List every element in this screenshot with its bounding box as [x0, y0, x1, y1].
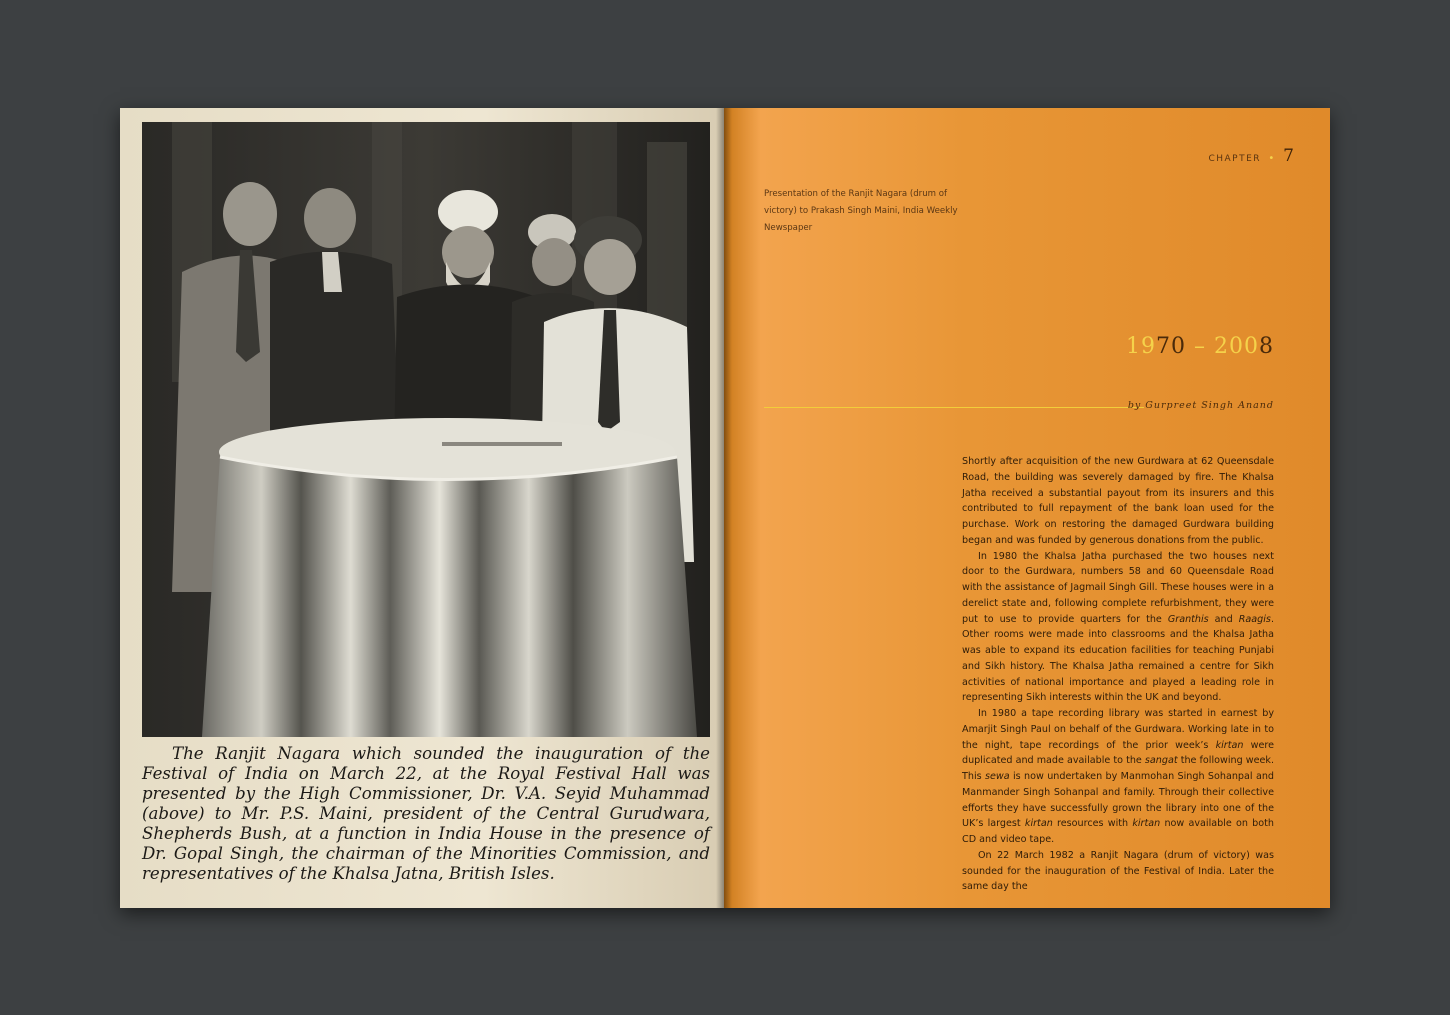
- chapter-heading: [1208, 146, 1294, 166]
- article-body: [962, 454, 1274, 895]
- year-end-b: 8: [1259, 334, 1274, 359]
- newspaper-photo-icon: [142, 122, 710, 737]
- chapter-label: CHAPTER: [1208, 154, 1262, 164]
- year-dash: –: [1186, 334, 1214, 359]
- p3-italic-4: kirtan: [1024, 818, 1053, 830]
- year-end-a: 200: [1214, 334, 1259, 359]
- p3-text-a: In 1980 a tape recording library was started in earnest by Amarjit Singh Paul on behalf of the Gurdwara. Working late in to the night, tape recordings of the prior week’s: [962, 708, 1274, 751]
- p2-text-c: . Other rooms were made into classrooms and the Khalsa Jatha was able to expand its education facilities for teaching Punjabi and Sikh history. The Khalsa Jatha remained a centre for Sikh activities of national importance and played a leading role in representing Sikh interests within the UK and beyond.: [962, 613, 1274, 704]
- left-page: [120, 108, 724, 908]
- byline: by Gurpreet Singh Anand: [1127, 400, 1274, 411]
- p3-text-f: now available on both CD and video tape.: [962, 818, 1274, 845]
- paragraph-2: [962, 549, 1274, 707]
- p3-italic-3: sewa: [984, 771, 1010, 782]
- paragraph-1: Shortly after acquisition of the new Gurdwara at 62 Queensdale Road, the building was severely damaged by fire. The Khalsa Jatha received a substantial payout from its insurers and this contributed to full repayment of the bank loan used for the purchase. Work on restoring the damaged Gurdwara building began and was funded by generous donations from the public.: [962, 456, 1274, 546]
- p3-italic-1: kirtan: [1215, 739, 1244, 751]
- p3-text-d: is now undertaken by Manmohan Singh Sohanpal and Manmander Singh Sohanpal and family. Through their collective efforts they have successfully grown the library into one of the UK’s largest: [962, 771, 1274, 830]
- paragraph-4: On 22 March 1982 a Ranjit Nagara (drum of victory) was sounded for the inauguration of the Festival of India. Later the same day the: [962, 849, 1274, 893]
- chapter-number: 7: [1283, 146, 1294, 166]
- p3-text-b: were duplicated and made available to the: [962, 739, 1274, 767]
- p3-italic-5: kirtan: [1132, 818, 1161, 830]
- p2-italic-1: Granthis: [1167, 613, 1209, 625]
- year-range-title: [1126, 334, 1274, 359]
- newspaper-photo: [142, 122, 710, 737]
- book-spread: [120, 108, 1330, 908]
- paragraph-3: [962, 706, 1274, 848]
- divider-rule: [764, 407, 1144, 408]
- p2-text-a: In 1980 the Khalsa Jatha purchased the two houses next door to the Gurdwara, numbers 58 and 60 Queensdale Road with the assistance of Jagmail Singh Gill. These houses were in a derelict state and, following complete refurbishment, they were put to use to provide quarters for the: [962, 550, 1274, 625]
- year-start-b: 70: [1156, 334, 1186, 359]
- p3-text-e: resources with: [1052, 818, 1133, 830]
- p2-text-b: and: [1208, 613, 1239, 625]
- right-page: [724, 108, 1330, 908]
- year-start-a: 19: [1126, 334, 1156, 359]
- book-gutter: [716, 108, 732, 908]
- p2-italic-2: Raagis: [1238, 613, 1271, 625]
- chapter-dot-icon: •: [1268, 153, 1276, 164]
- photo-caption-newspaper: The Ranjit Nagara which sounded the inauguration of the Festival of India on March 22, at the Royal Festival Hall was presented by the High Commissioner, Dr. V.A. Seyid Muhammad (above) to Mr. P.S. Maini, president of the Central Gurudwara, Shepherds Bush, at a function in India House in the presence of Dr. Gopal Singh, the chairman of the Minorities Commission, and representatives of the Khalsa Jatna, British Isles.: [142, 744, 710, 883]
- side-photo-caption: Presentation of the Ranjit Nagara (drum of victory) to Prakash Singh Maini, India Weekly Newspaper: [764, 189, 958, 233]
- p3-italic-2: sangat: [1144, 755, 1178, 767]
- p3-text-c: the following week. This: [962, 755, 1274, 782]
